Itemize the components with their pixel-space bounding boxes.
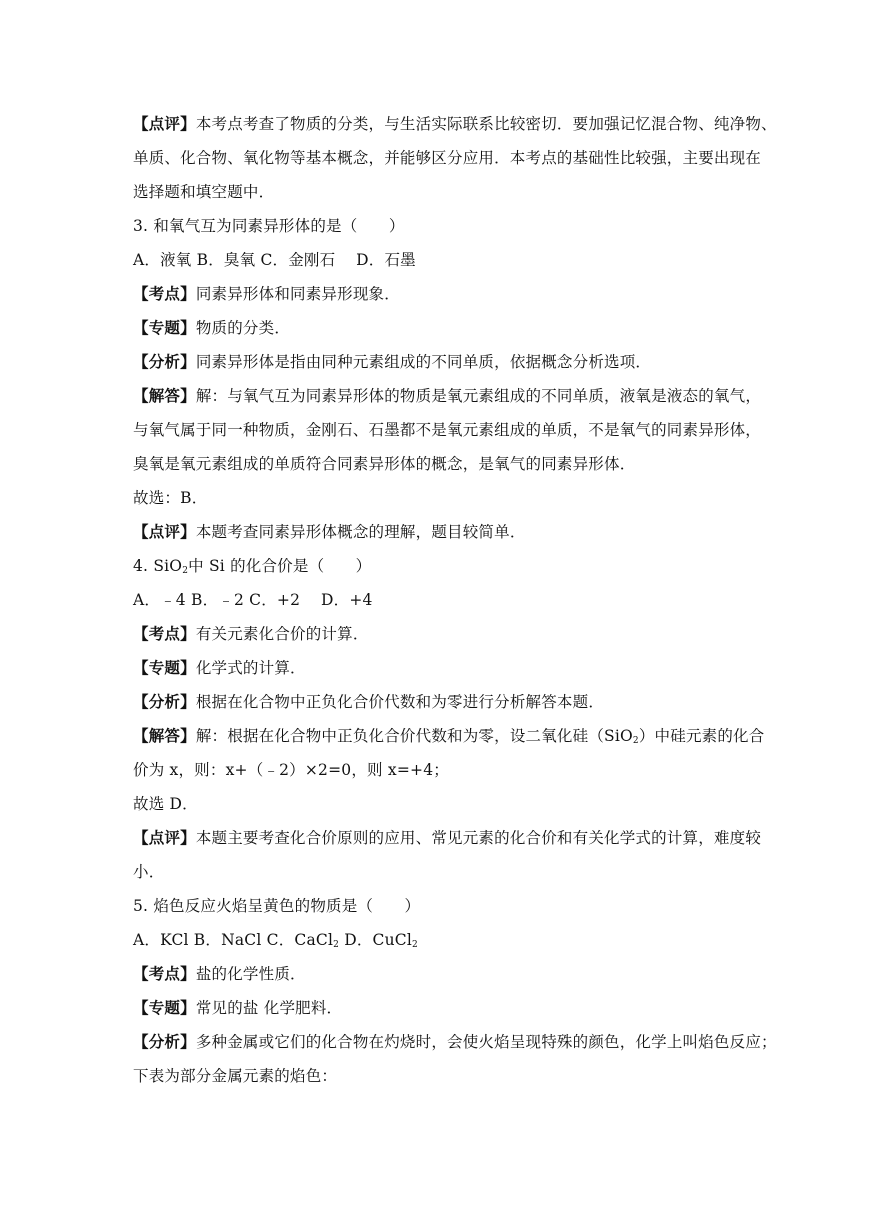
- fenxi-line: [133, 352, 743, 372]
- dianping-line: [133, 522, 743, 542]
- answer-line: [133, 488, 743, 508]
- question-4: [133, 556, 743, 576]
- question-text: 5. 焰色反应火焰呈黄色的物质是（ ）: [133, 897, 421, 915]
- jieda-line: [133, 760, 743, 780]
- section-tag: 【分析】: [133, 1032, 196, 1051]
- question-text-pre: 4. SiO: [133, 557, 183, 575]
- line-text: 价为 x，则：x+（﹣2）×2=0，则 x=+4；: [133, 761, 449, 779]
- dianping-line: [133, 862, 743, 882]
- subscript: 2: [632, 736, 639, 746]
- line-text: 单质、化合物、氧化物等基本概念，并能够区分应用．本考点的基础性比较强，主要出现在: [133, 149, 762, 167]
- jieda-line: [133, 420, 762, 440]
- line-text: 选择题和填空题中．: [133, 183, 275, 201]
- jieda-line: [133, 726, 765, 746]
- line-text: 同素异形体和同素异形现象．: [195, 285, 400, 303]
- line-text: 与氧气属于同一种物质，金刚石、石墨都不是氧元素组成的单质，不是氧气的同素异形体，: [133, 421, 762, 439]
- section-tag: 【考点】: [133, 624, 196, 643]
- question-text-post: 中 Si 的化合价是（ ）: [188, 557, 372, 575]
- section-tag: 【专题】: [133, 998, 196, 1017]
- line-text: 故选：B．: [133, 489, 208, 507]
- fenxi-line: [133, 1066, 743, 1086]
- zhuanti-line: [133, 658, 743, 678]
- section-tag: 【点评】: [133, 828, 196, 847]
- section-tag: 【分析】: [133, 692, 196, 711]
- answer-line: [133, 794, 743, 814]
- section-tag: 【专题】: [133, 658, 196, 677]
- subscript: 2: [411, 940, 418, 950]
- line-text: 化学式的计算．: [195, 659, 306, 677]
- question-3-options: [133, 250, 743, 270]
- section-tag: 【解答】: [133, 386, 196, 405]
- zhuanti-line: [133, 318, 743, 338]
- section-tag: 【考点】: [133, 284, 196, 303]
- section-tag: 【专题】: [133, 318, 196, 337]
- section-tag: 【点评】: [133, 522, 196, 541]
- question-text: 3. 和氧气互为同素异形体的是（ ）: [133, 217, 405, 235]
- subscript: 2: [182, 566, 189, 576]
- line-text: 常见的盐 化学肥料．: [195, 999, 343, 1017]
- line-text: 有关元素化合价的计算．: [195, 625, 369, 643]
- jieda-line: [133, 386, 762, 406]
- comment-line: [133, 148, 762, 168]
- line-text-pre: 解：根据在化合物中正负化合价代数和为零，设二氧化硅（SiO: [195, 727, 633, 745]
- kaodian-line: [133, 284, 743, 304]
- dianping-line: [133, 828, 762, 848]
- question-5: [133, 896, 743, 916]
- kaodian-line: [133, 964, 743, 984]
- fenxi-line: [133, 692, 743, 712]
- comment-line: [133, 182, 743, 202]
- question-4-options: [133, 590, 743, 610]
- line-text: 本题主要考查化合价原则的应用、常见元素的化合价和有关化学式的计算，难度较: [195, 829, 762, 847]
- line-text: 解：与氧气互为同素异形体的物质是氧元素组成的不同单质，液氧是液态的氧气，: [195, 387, 762, 405]
- kaodian-line: [133, 624, 743, 644]
- zhuanti-line: [133, 998, 743, 1018]
- line-text: 盐的化学性质．: [195, 965, 306, 983]
- fenxi-line: [133, 1032, 777, 1052]
- question-5-options: [133, 930, 743, 950]
- line-text: 同素异形体是指由同种元素组成的不同单质，依据概念分析选项．: [195, 353, 652, 371]
- line-text: 故选 D．: [133, 795, 198, 813]
- line-text: 物质的分类．: [195, 319, 291, 337]
- line-text-post: ）中硅元素的化合: [638, 727, 765, 745]
- line-text: 下表为部分金属元素的焰色：: [133, 1067, 338, 1085]
- jieda-line: [133, 454, 743, 474]
- question-3: [133, 216, 743, 236]
- options-text-mid: D．CuCl: [339, 931, 412, 949]
- options-text-pre: A．KCl B．NaCl C．CaCl: [133, 931, 334, 949]
- line-text: 根据在化合物中正负化合价代数和为零进行分析解答本题．: [195, 693, 605, 711]
- comment-line: [133, 114, 777, 134]
- section-tag: 【解答】: [133, 726, 196, 745]
- subscript: 2: [333, 940, 340, 950]
- line-text: 本考点考查了物质的分类，与生活实际联系比较密切．要加强记忆混合物、纯净物、: [195, 115, 777, 133]
- options-text: A．﹣4 B．﹣2 C．+2 D．+4: [133, 591, 373, 609]
- options-text: A．液氧 B．臭氧 C．金刚石 D．石墨: [133, 251, 416, 269]
- line-text: 小．: [133, 863, 165, 881]
- line-text: 本题考查同素异形体概念的理解，题目较简单．: [195, 523, 526, 541]
- section-tag: 【分析】: [133, 352, 196, 371]
- line-text: 多种金属或它们的化合物在灼烧时，会使火焰呈现特殊的颜色，化学上叫焰色反应；: [195, 1033, 777, 1051]
- line-text: 臭氧是氧元素组成的单质符合同素异形体的概念，是氧气的同素异形体．: [133, 455, 636, 473]
- section-tag: 【点评】: [133, 114, 196, 133]
- section-tag: 【考点】: [133, 964, 196, 983]
